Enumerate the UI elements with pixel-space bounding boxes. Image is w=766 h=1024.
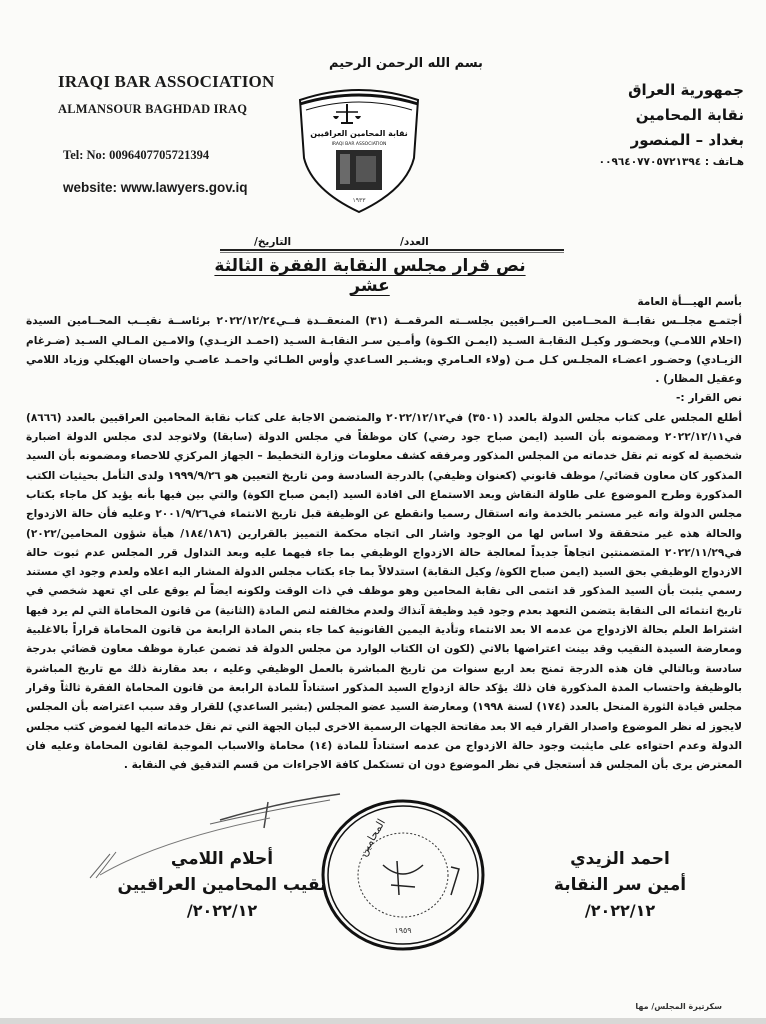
association-address-en: ALMANSOUR BAGHDAD IRAQ	[58, 102, 248, 116]
english-letterhead	[58, 72, 275, 195]
page-bottom-edge	[0, 1018, 766, 1024]
arabic-letterhead	[599, 78, 744, 171]
svg-text:المحامين: المحامين	[356, 816, 389, 859]
signature-block-secretary	[520, 846, 720, 924]
meeting-intro-paragraph: أجتمـع مجلــس نقابــة المحــامين العــراقيين بجلســته المرقمــة (٣١) المنعقــدة فــي٢٠٢٢/١٢/٢٤ برئاســة نقيــب المحــامين السيدة (احلام اللامـي) وبحضـور وكيـل النقابـة السـيد (ايمـن الكـوة) وأمـين سـر النقابـة السـيد (احمـد الزيـدي) والامـين المـالي السـيد (ضـرغام الزيـادي) وحضـور اعضـاء المجلـس كـل مـن (ولاء العـامري وبشـير السـاعدي وأوس الطـائي واحمـد عاصـي واحسان الهيكلي وزياد اللامي وعقيل المظار) .	[26, 315, 742, 386]
signature-block-president	[112, 846, 332, 924]
telephone-ar: هـاتف : ٠٠٩٦٤٠٧٧٠٥٧٢١٣٩٤	[598, 156, 744, 168]
decision-heading: نص القرار :-	[676, 392, 742, 405]
telephone-en: Tel: No: 0096407705721394	[63, 148, 210, 162]
association-name-ar: نقابة المحامين	[635, 106, 744, 124]
header-divider-thin	[220, 252, 564, 253]
republic-name: جمهورية العراق	[628, 81, 744, 99]
website-link[interactable]: website: www.lawyers.gov.iq	[63, 180, 248, 195]
reference-date-label: التاريخ/	[254, 236, 292, 248]
svg-text:IRAQI BAR ASSOCIATION: IRAQI BAR ASSOCIATION	[331, 142, 387, 147]
president-sign-date: ٢٠٢٢/١٢/	[186, 901, 258, 920]
opening-line: بأسم الهيـــأة العامة	[637, 296, 742, 308]
footer-secretary-note: سكرتيرة المجلس/ مها	[635, 1002, 722, 1011]
svg-text:نقابة المحامين العراقيين: نقابة المحامين العراقيين	[310, 129, 408, 138]
reference-number-label: العدد/	[400, 236, 429, 248]
header-divider	[220, 249, 564, 251]
document-body	[26, 293, 742, 775]
president-title: نقيب المحامين العراقيين	[117, 875, 327, 895]
official-seal-stamp-icon	[313, 795, 493, 955]
document-title: نص قرار مجلس النقابة الفقرة الثالثة عشر	[214, 256, 526, 296]
bar-association-shield-icon	[296, 78, 422, 214]
basmala-text: بسم الله الرحمن الرحيم	[329, 56, 483, 71]
city-district-ar: بغداد – المنصور	[630, 131, 744, 149]
decision-paragraph: أطلع المجلس على كتاب مجلس الدولة بالعدد (٣٥٠١) في٢٠٢٢/١٢/١٢ والمتضمن الاجابة على كتاب نقابة المحامين العراقيين بالعدد (٨٦٦٦) في٢٠٢٢/١٢/١١ ومضمونه بأن السيد (ايمن صباح جود رضي) كان موظفاً في مجلس الدولة (سابقا) ولاتوجد لدى مجلس الدولة اضبارة شخصية له كونه تم نقل خدماته من المجلس المذكور ومرفقه كشف معلومات وزارة التخطيط – الجهاز المركزي للاحصاء ومضمونه بأن السيد المذكور كان معاون قضائي/ موظف قانوني (كعنوان وظيفي) بالدرجة السادسة ومن تاريخ التعيين هو ١٩٩٩/٩/٢٦ ولدى التأمل بحيثيات الكتب المذكورة وطرح الموضوع على طاولة النقاش وبعد الاستماع الى افادة السيد (ايمن صباح الكوة) والتي بين فيها بأنه يؤيد كل ماجاء بكتاب مجلس الدولة وانه غير مستمر بالخدمة وانه استقال رسميا وانقطع عن الوظيفة قبل تاريخ الانتماء في٢٠٠١/٩/٢٦ وعليه فأن حالة الازدواج والحالة هذه غير متحققة ولا اساس لها من الوجود واشار الى اتجاه محكمة التمييز بالقرارين (١٨٤/١٨٦/ هيأة شؤون المحامين/٢٠٢٢) في٢٠٢٢/١١/٢٩ المتضمنتين اتجاهاً جديداً لمعالجة حالة الازدواج الوظيفي بما جاء فيهما عليه وبعد التداول قرر المجلس عدم ثبوت حالة الازدواج الوظيفي بحق السيد (ايمن صباح الكوة/ وكيل النقابة) استدلالاً بما جاء بكتاب مجلس الدولة المشار اليه اعلاه ولعدم وجود اي مستند رسمي يثبت بأن السيد المذكور قد انتمى الى نقابة المحامين وهو موظف في ذات الوقت ولكونه ايضاً لم يوقع على اي تعهد شخصي في تاريخ انتمائه الى النقابة يتضمن التعهد بعدم وجود قيد وظيفة آنذاك ولعدم مخالفته لنص المادة (الثانية) من قانون المحاماة التي لم يرد فيها اشتراط العلم بحالة الازدواج من عدمه الا بعد الانتماء وتأدية اليمين القانونية كما جاء بنص المادة الرابعة من قانون المحاماة قراراً بالاغلبية ومعارضة السيدة النقيب وقد بينت اعتراضها بالاتي (لكون ان الكتاب الوارد من مجلس الدولة قد تضمن عبارة موظف معاون قضائي بدرجة سادسة وبالتالي فان هذه الدرجة تمنح بعد اربع سنوات من تاريخ المباشرة بالعمل الوظيفي وعليه ، بعد مقارنة ذلك مع تاريخ المباشرة بالوظيفة واحتساب المدة المذكورة فان ذلك يؤكد حالة ازدواج السيد المذكور استناداً للمادة الرابعة من قانون المحاماة الفقرة ثالثاً وقرار مجلس قيادة الثورة المنحل بالعدد (١٧٤) لسنة ١٩٩٨) ومعارضة السيد عضو المجلس (بشير الساعدي) للقرار وقد سبب اعتراضه بأن المجلس لايجوز له نظر الموضوع واصدار القرار فيه الا بعد مفاتحة الجهات الرسمية الاخرى لبيان الجهة التي تم نقل خدماته اليها لغموض كتب مجلس الدولة وعدم احتواءه على مايثبت وجود حالة الازدواج من عدمه استناداً للمادة (١٤) محاماة والاسباب الموجبة لقانون المحاماة وعليه فان المعترض يرى بأن المجلس قد أستعجل في نظر الموضوع دون ان تستكمل كافة الاجراءات من قسم التدقيق في النقابة .	[26, 411, 743, 772]
president-name: أحلام اللامي	[170, 849, 274, 869]
secretary-title: أمين سر النقابة	[553, 875, 687, 895]
association-name-en: IRAQI BAR ASSOCIATION	[58, 72, 275, 91]
svg-text:١٩٥٩: ١٩٥٩	[394, 926, 412, 935]
secretary-name: احمد الزيدي	[570, 849, 670, 869]
svg-text:١٩٣٣: ١٩٣٣	[352, 197, 366, 204]
secretary-sign-date: ٢٠٢٢/١٢/	[584, 901, 656, 920]
